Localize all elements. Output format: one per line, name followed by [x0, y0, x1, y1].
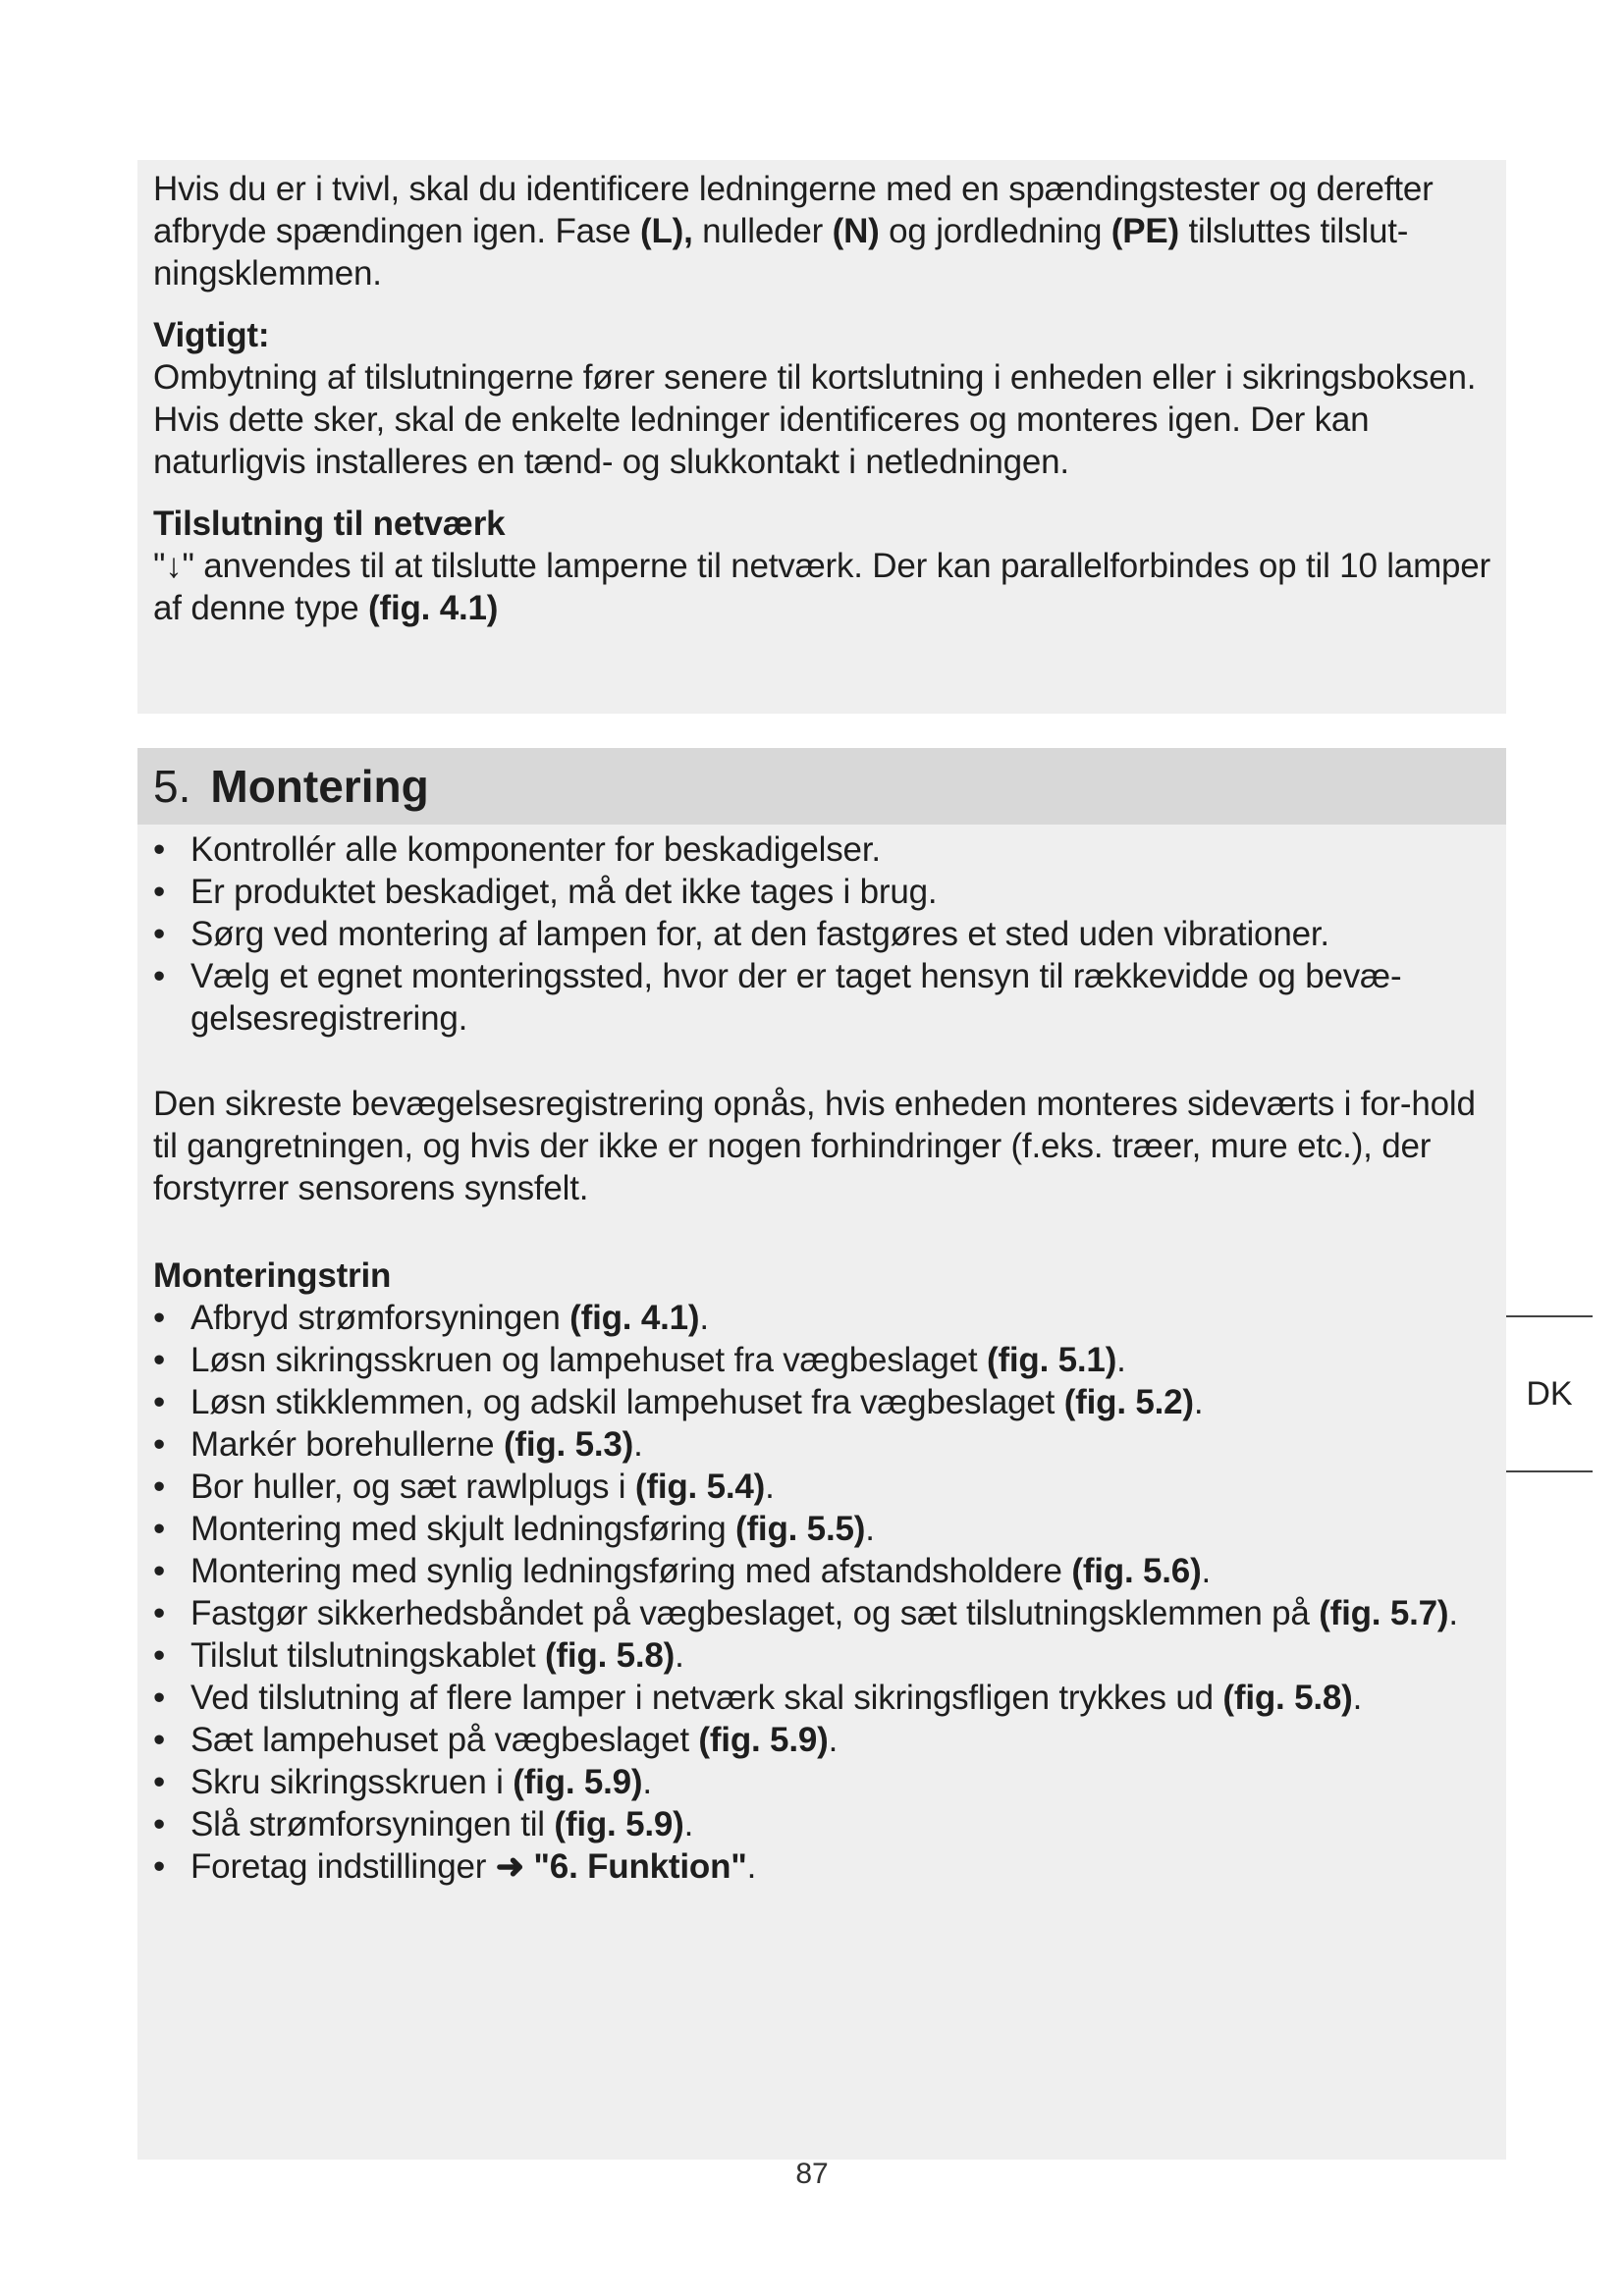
step-item: • Slå strømforsyningen til (fig. 5.9).: [153, 1803, 1490, 1845]
section-montering: [137, 748, 1506, 2160]
step-item: • Markér borehullerne (fig. 5.3).: [153, 1423, 1490, 1466]
page-number: 87: [795, 2158, 829, 2190]
step-item: • Foretag indstillinger ➜ "6. Funktion".: [153, 1845, 1490, 1888]
network-title: Tilslutning til netværk: [153, 505, 506, 543]
language-tab: [1506, 1315, 1593, 1472]
section-title: Montering: [210, 761, 429, 812]
important-text: Ombytning af tilslutningerne fører senere til kortslutning i enheden eller i sikringsboksen. Hvis dette sker, skal de enkelte ledninger identificeres og monteres igen. Der kan naturligvis installeres en tænd- og slukkontakt i netledningen.: [153, 358, 1477, 481]
detection-paragraph: Den sikreste bevægelsesregistrering opnås, hvis enheden monteres sideværts i for-hold til gangretningen, og hvis der ikke er nogen forhindringer (f.eks. træer, mure etc.), der forstyrrer sensorens synsfelt.: [153, 1085, 1476, 1207]
intro-box: [137, 160, 1506, 714]
step-item: • Tilslut tilslutningskablet (fig. 5.8).: [153, 1634, 1490, 1677]
list-item: • Sørg ved montering af lampen for, at den fastgøres et sted uden vibrationer.: [153, 913, 1490, 955]
step-item: • Montering med synlig ledningsføring med afstandsholdere (fig. 5.6).: [153, 1550, 1490, 1592]
section-heading: [137, 748, 1506, 825]
network-text: "↓" anvendes til at tilslutte lamperne til netværk. Der kan parallelforbindes op til 10 lamper af denne type (fig. 4.1): [153, 547, 1491, 627]
step-item: • Løsn stikklemmen, og adskil lampehuset fra vægbeslaget (fig. 5.2).: [153, 1381, 1490, 1423]
step-item: • Afbryd strømforsyningen (fig. 4.1).: [153, 1297, 1490, 1339]
steps-list: [153, 1297, 1490, 1888]
list-item: • Vælg et egnet monteringssted, hvor der er taget hensyn til rækkevidde og bevæ-gelsesregistrering.: [153, 955, 1490, 1040]
list-item: • Kontrollér alle komponenter for beskadigelser.: [153, 828, 1490, 871]
important-title: Vigtigt:: [153, 316, 270, 354]
step-item: • Bor huller, og sæt rawlplugs i (fig. 5.4).: [153, 1466, 1490, 1508]
steps-title: Monteringstrin: [153, 1256, 392, 1295]
check-list: [153, 828, 1490, 1040]
section-number: 5.: [153, 761, 191, 812]
step-item: • Sæt lampehuset på vægbeslaget (fig. 5.9).: [153, 1719, 1490, 1761]
down-arrow-icon: ↓: [165, 547, 183, 585]
step-item: • Skru sikringsskruen i (fig. 5.9).: [153, 1761, 1490, 1803]
step-item: • Løsn sikringsskruen og lampehuset fra vægbeslaget (fig. 5.1).: [153, 1339, 1490, 1381]
step-item: • Montering med skjult ledningsføring (fig. 5.5).: [153, 1508, 1490, 1550]
intro-paragraph: Hvis du er i tvivl, skal du identificere ledningerne med en spændingstester og derefter afbryde spændingen igen. Fase (L), nulleder (N) og jordledning (PE) tilsluttes tilslut-ningsklemmen.: [153, 170, 1434, 293]
step-item: • Ved tilslutning af flere lamper i netværk skal sikringsfligen trykkes ud (fig. 5.8).: [153, 1677, 1490, 1719]
step-item: • Fastgør sikkerhedsbåndet på vægbeslaget, og sæt tilslutningsklemmen på (fig. 5.7).: [153, 1592, 1490, 1634]
language-label: DK: [1526, 1374, 1573, 1413]
list-item: • Er produktet beskadiget, må det ikke tages i brug.: [153, 871, 1490, 913]
